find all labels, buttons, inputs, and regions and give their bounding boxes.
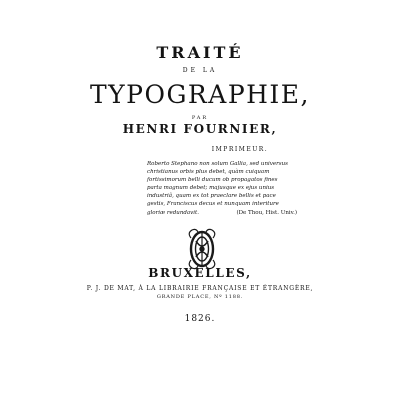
epigraph-line: christianus orbis plus debet, quàm cuiquam xyxy=(147,169,270,176)
epigraph-line: parta magnum debet; majusque ex ejus unius xyxy=(147,185,275,192)
author-name: HENRI FOURNIER, xyxy=(122,122,278,136)
epigraph-line: fortissimorum belli ducum ob propagatos fines xyxy=(147,177,278,184)
epigraph-line: gestis, Franciscus decus et nunquam interiture xyxy=(147,201,279,208)
epigraph-citation: (De Thou, Hist. Univ.) xyxy=(236,209,297,216)
epigraph-line: industriâ, quam ex tot praeclare bellis et pace xyxy=(147,193,276,200)
imprint-city: BRUXELLES, xyxy=(148,266,252,280)
epigraph-last-line xyxy=(147,209,297,217)
publication-year: 1826. xyxy=(184,314,216,324)
imprint-publisher: P. J. DE MAT, À LA LIBRAIRIE FRANÇAISE ET ÉTRANGÈRE, xyxy=(86,285,314,292)
epigraph-line: Roberto Stephano non solum Gallia, sed universus xyxy=(147,161,288,167)
main-title: TYPOGRAPHIE, xyxy=(89,80,311,109)
epigraph xyxy=(147,160,297,217)
epigraph-line: gloriæ redundavit. xyxy=(147,209,200,216)
imprint-address: GRANDE PLACE, Nº 1188. xyxy=(156,294,244,300)
by-line: PAR xyxy=(191,115,209,121)
book-title: TRAITÉ xyxy=(156,43,244,62)
title-connector: DE LA xyxy=(182,67,218,74)
author-profession: IMPRIMEUR. xyxy=(211,146,269,153)
